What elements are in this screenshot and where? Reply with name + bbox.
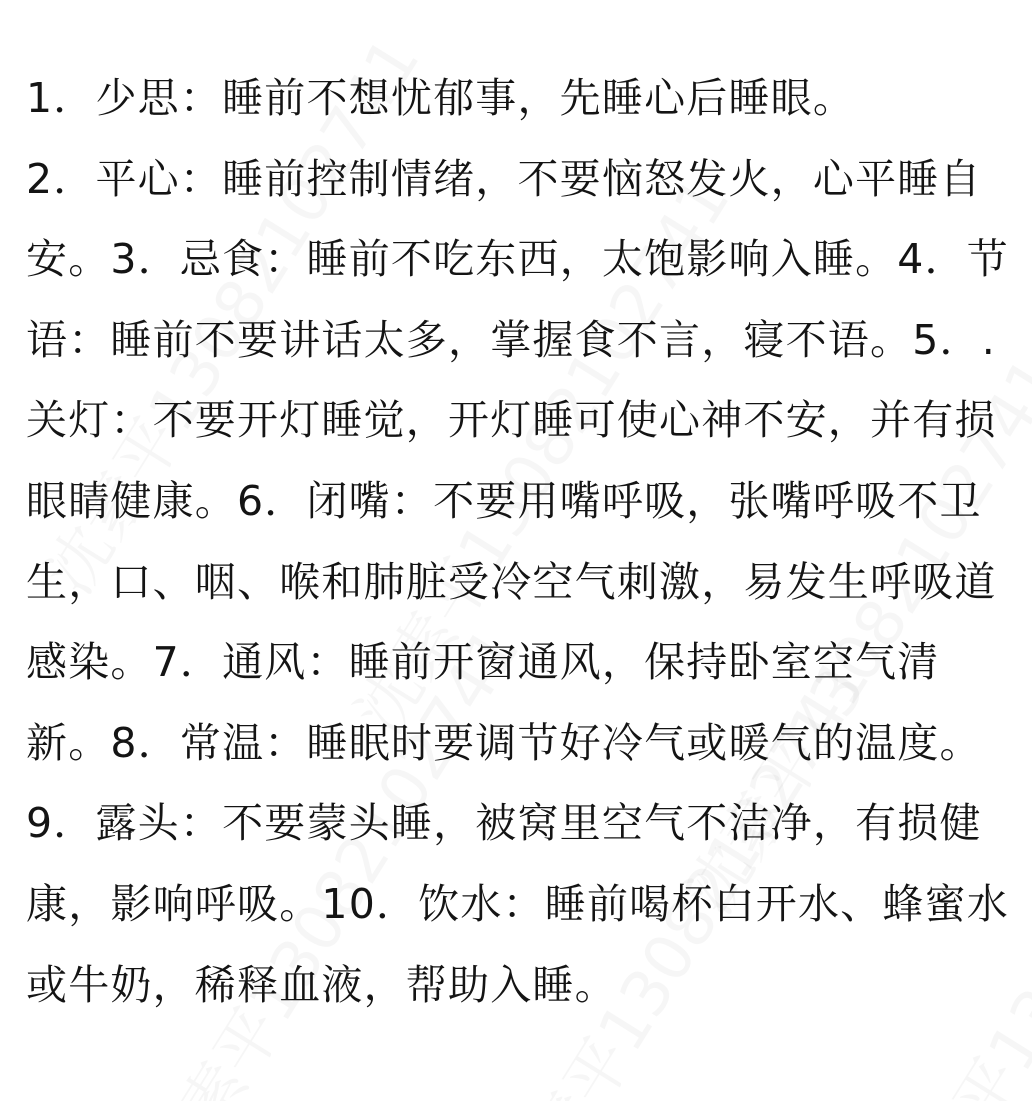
tip-3: 3．忌食：睡前不吃东西，太饱影响入睡。 xyxy=(110,235,898,284)
tip-9: 9．露头：不要蒙头睡，被窝里空气不洁净，有损健康，影响呼吸。 xyxy=(26,799,982,928)
tip-10: 10．饮水：睡前喝杯白开水、蜂蜜水或牛奶，稀释血液，帮助入睡。 xyxy=(26,879,1009,1009)
tip-7: 7．通风：睡前开窗通风，保持卧室空气清新。 xyxy=(26,638,940,767)
tip-6: 6．闭嘴：不要用嘴呼吸，张嘴呼吸不卫生，口、咽、喉和肺脏受冷空气刺激，易发生呼吸道感染。 xyxy=(26,476,997,687)
tip-1: 1．少思：睡前不想忧郁事，先睡心后睡眼。 xyxy=(26,74,856,122)
tip-8: 8．常温：睡眠时要调节好冷气或暖气的温度。 xyxy=(110,718,982,767)
sleep-tips-paragraph xyxy=(26,58,1016,1025)
tip-4: 4．节语：睡前不要讲话太多，掌握食不言，寝不语。 xyxy=(26,235,1009,364)
tip-2: 2．平心：睡前控制情绪，不要恼怒发火，心平睡自安。 xyxy=(26,154,982,284)
tip-5: 5．.关灯：不要开灯睡觉，开灯睡可使心神不安，并有损眼睛健康。 xyxy=(26,315,997,525)
